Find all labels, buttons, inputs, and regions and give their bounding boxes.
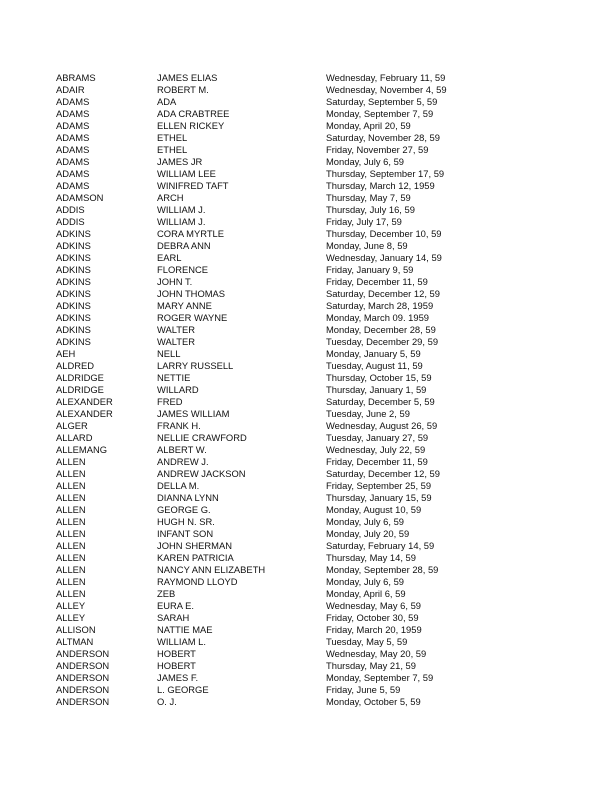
given-names: HUGH N. SR. — [157, 516, 215, 527]
last-name: ADDIS — [56, 216, 85, 227]
last-name: ALLEN — [56, 516, 86, 527]
record-date: Friday, September 25, 59 — [326, 480, 432, 491]
last-name: ADKINS — [56, 336, 91, 347]
last-name: ALLEY — [56, 612, 86, 623]
record-row — [56, 624, 576, 636]
record-date: Saturday, December 12, 59 — [326, 288, 440, 299]
last-name: ADKINS — [56, 252, 91, 263]
record-date: Thursday, October 15, 59 — [326, 372, 432, 383]
last-name: ANDERSON — [56, 684, 110, 695]
last-name: ADKINS — [56, 240, 91, 251]
record-row — [56, 120, 576, 132]
record-date: Wednesday, July 22, 59 — [326, 444, 426, 455]
given-names: JAMES ELIAS — [157, 72, 218, 83]
record-row — [56, 288, 576, 300]
last-name: ADAIR — [56, 84, 85, 95]
record-date: Monday, September 7, 59 — [326, 108, 434, 119]
record-date: Tuesday, May 5, 59 — [326, 636, 408, 647]
record-row — [56, 420, 576, 432]
record-date: Monday, August 10, 59 — [326, 504, 422, 515]
record-row — [56, 96, 576, 108]
record-row — [56, 180, 576, 192]
given-names: INFANT SON — [157, 528, 214, 539]
record-row — [56, 456, 576, 468]
record-date: Friday, March 20, 1959 — [326, 624, 422, 635]
record-date: Monday, September 28, 59 — [326, 564, 439, 575]
given-names: JAMES JR — [157, 156, 203, 167]
record-row — [56, 516, 576, 528]
record-row — [56, 72, 576, 84]
given-names: NANCY ANN ELIZABETH — [157, 564, 266, 575]
record-date: Wednesday, May 6, 59 — [326, 600, 422, 611]
given-names: FRANK H. — [157, 420, 201, 431]
record-list — [56, 72, 576, 708]
record-row — [56, 480, 576, 492]
given-names: ALBERT W. — [157, 444, 207, 455]
record-date: Friday, November 27, 59 — [326, 144, 429, 155]
last-name: ALLEN — [56, 480, 86, 491]
record-date: Saturday, February 14, 59 — [326, 540, 435, 551]
given-names: KAREN PATRICIA — [157, 552, 234, 563]
last-name: ALLEN — [56, 468, 86, 479]
given-names: MARY ANNE — [157, 300, 212, 311]
last-name: ANDERSON — [56, 660, 110, 671]
given-names: NETTIE — [157, 372, 191, 383]
record-date: Saturday, November 28, 59 — [326, 132, 440, 143]
last-name: ALLEN — [56, 564, 86, 575]
last-name: ADKINS — [56, 264, 91, 275]
record-date: Monday, July 6, 59 — [326, 576, 404, 587]
record-date: Saturday, December 5, 59 — [326, 396, 435, 407]
record-row — [56, 132, 576, 144]
given-names: ARCH — [157, 192, 184, 203]
record-date: Friday, December 11, 59 — [326, 456, 428, 467]
given-names: WALTER — [157, 324, 196, 335]
record-row — [56, 336, 576, 348]
record-row — [56, 204, 576, 216]
record-row — [56, 252, 576, 264]
record-row — [56, 384, 576, 396]
record-row — [56, 108, 576, 120]
record-row — [56, 648, 576, 660]
record-row — [56, 564, 576, 576]
record-date: Friday, December 11, 59 — [326, 276, 428, 287]
record-row — [56, 240, 576, 252]
last-name: ABRAMS — [56, 72, 96, 83]
record-date: Monday, July 6, 59 — [326, 156, 404, 167]
record-row — [56, 528, 576, 540]
record-date: Tuesday, December 29, 59 — [326, 336, 439, 347]
record-row — [56, 168, 576, 180]
record-date: Monday, January 5, 59 — [326, 348, 421, 359]
record-row — [56, 192, 576, 204]
given-names: ROBERT M. — [157, 84, 209, 95]
record-row — [56, 636, 576, 648]
record-date: Thursday, May 7, 59 — [326, 192, 411, 203]
record-row — [56, 588, 576, 600]
given-names: FRED — [157, 396, 183, 407]
record-row — [56, 84, 576, 96]
last-name: ALLEN — [56, 504, 86, 515]
record-date: Saturday, March 28, 1959 — [326, 300, 434, 311]
given-names: ADA CRABTREE — [157, 108, 230, 119]
record-date: Saturday, September 5, 59 — [326, 96, 438, 107]
record-date: Friday, July 17, 59 — [326, 216, 402, 227]
last-name: AEH — [56, 348, 76, 359]
record-row — [56, 600, 576, 612]
given-names: HOBERT — [157, 660, 196, 671]
given-names: CORA MYRTLE — [157, 228, 225, 239]
record-row — [56, 552, 576, 564]
record-date: Monday, July 20, 59 — [326, 528, 410, 539]
last-name: ALLEN — [56, 552, 86, 563]
last-name: ADAMS — [56, 96, 90, 107]
given-names: JAMES F. — [157, 672, 199, 683]
given-names: NELL — [157, 348, 181, 359]
record-date: Tuesday, June 2, 59 — [326, 408, 410, 419]
given-names: ANDREW J. — [157, 456, 209, 467]
record-date: Monday, October 5, 59 — [326, 696, 421, 707]
last-name: ALEXANDER — [56, 396, 113, 407]
given-names: O. J. — [157, 696, 177, 707]
last-name: ALDRIDGE — [56, 384, 104, 395]
record-row — [56, 696, 576, 708]
record-date: Friday, June 5, 59 — [326, 684, 401, 695]
record-row — [56, 228, 576, 240]
last-name: ADAMS — [56, 120, 90, 131]
last-name: ALDRIDGE — [56, 372, 104, 383]
record-row — [56, 348, 576, 360]
record-date: Thursday, December 10, 59 — [326, 228, 442, 239]
given-names: DIANNA LYNN — [157, 492, 219, 503]
record-row — [56, 144, 576, 156]
given-names: ANDREW JACKSON — [157, 468, 246, 479]
record-date: Tuesday, January 27, 59 — [326, 432, 429, 443]
record-row — [56, 264, 576, 276]
given-names: NATTIE MAE — [157, 624, 213, 635]
record-row — [56, 660, 576, 672]
given-names: DELLA M. — [157, 480, 200, 491]
last-name: ALLEN — [56, 576, 86, 587]
last-name: ANDERSON — [56, 696, 110, 707]
last-name: ADAMS — [56, 144, 90, 155]
record-row — [56, 540, 576, 552]
record-date: Wednesday, May 20, 59 — [326, 648, 427, 659]
last-name: ALEXANDER — [56, 408, 113, 419]
record-row — [56, 396, 576, 408]
last-name: ALLEN — [56, 492, 86, 503]
record-date: Wednesday, November 4, 59 — [326, 84, 447, 95]
record-row — [56, 324, 576, 336]
given-names: JOHN THOMAS — [157, 288, 226, 299]
given-names: ETHEL — [157, 132, 188, 143]
given-names: L. GEORGE — [157, 684, 209, 695]
record-date: Thursday, May 14, 59 — [326, 552, 416, 563]
given-names: ADA — [157, 96, 177, 107]
record-date: Saturday, December 12, 59 — [326, 468, 440, 479]
given-names: EURA E. — [157, 600, 194, 611]
record-date: Wednesday, January 14, 59 — [326, 252, 442, 263]
given-names: FLORENCE — [157, 264, 209, 275]
record-row — [56, 492, 576, 504]
given-names: GEORGE G. — [157, 504, 211, 515]
record-date: Thursday, September 17, 59 — [326, 168, 445, 179]
last-name: ALDRED — [56, 360, 95, 371]
record-row — [56, 468, 576, 480]
last-name: ALLARD — [56, 432, 93, 443]
last-name: ADAMS — [56, 156, 90, 167]
record-row — [56, 576, 576, 588]
given-names: DEBRA ANN — [157, 240, 211, 251]
last-name: ALLISON — [56, 624, 96, 635]
record-date: Thursday, January 1, 59 — [326, 384, 427, 395]
record-date: Wednesday, August 26, 59 — [326, 420, 438, 431]
last-name: ALLEN — [56, 456, 86, 467]
last-name: ALLEY — [56, 600, 86, 611]
record-date: Monday, July 6, 59 — [326, 516, 404, 527]
given-names: WALTER — [157, 336, 196, 347]
record-date: Monday, December 28, 59 — [326, 324, 436, 335]
given-names: JAMES WILLIAM — [157, 408, 230, 419]
record-date: Wednesday, February 11, 59 — [326, 72, 446, 83]
given-names: WILLIAM J. — [157, 204, 206, 215]
record-row — [56, 156, 576, 168]
record-date: Monday, April 20, 59 — [326, 120, 411, 131]
record-date: Thursday, May 21, 59 — [326, 660, 416, 671]
record-row — [56, 684, 576, 696]
last-name: ALLEN — [56, 528, 86, 539]
record-date: Friday, January 9, 59 — [326, 264, 414, 275]
record-date: Friday, October 30, 59 — [326, 612, 419, 623]
record-row — [56, 372, 576, 384]
last-name: ADKINS — [56, 228, 91, 239]
given-names: JOHN T. — [157, 276, 193, 287]
given-names: WILLIAM LEE — [157, 168, 216, 179]
last-name: ANDERSON — [56, 648, 110, 659]
record-row — [56, 360, 576, 372]
given-names: ETHEL — [157, 144, 188, 155]
given-names: ELLEN RICKEY — [157, 120, 225, 131]
given-names: EARL — [157, 252, 182, 263]
last-name: ALTMAN — [56, 636, 94, 647]
record-date: Thursday, January 15, 59 — [326, 492, 432, 503]
last-name: ADKINS — [56, 300, 91, 311]
given-names: HOBERT — [157, 648, 196, 659]
given-names: NELLIE CRAWFORD — [157, 432, 247, 443]
last-name: ALLEN — [56, 588, 86, 599]
last-name: ADAMS — [56, 132, 90, 143]
record-date: Monday, April 6, 59 — [326, 588, 406, 599]
record-date: Monday, June 8, 59 — [326, 240, 408, 251]
last-name: ADDIS — [56, 204, 85, 215]
record-row — [56, 504, 576, 516]
record-row — [56, 612, 576, 624]
last-name: ALLEMANG — [56, 444, 108, 455]
last-name: ADKINS — [56, 312, 91, 323]
given-names: LARRY RUSSELL — [157, 360, 234, 371]
given-names: SARAH — [157, 612, 190, 623]
record-row — [56, 216, 576, 228]
given-names: WILLARD — [157, 384, 199, 395]
record-date: Thursday, March 12, 1959 — [326, 180, 435, 191]
last-name: ADAMS — [56, 108, 90, 119]
given-names: WINIFRED TAFT — [157, 180, 229, 191]
record-row — [56, 312, 576, 324]
record-row — [56, 300, 576, 312]
last-name: ALGER — [56, 420, 88, 431]
record-row — [56, 276, 576, 288]
given-names: ZEB — [157, 588, 176, 599]
record-row — [56, 408, 576, 420]
record-date: Monday, September 7, 59 — [326, 672, 434, 683]
last-name: ALLEN — [56, 540, 86, 551]
given-names: JOHN SHERMAN — [157, 540, 233, 551]
record-date: Tuesday, August 11, 59 — [326, 360, 423, 371]
last-name: ADAMS — [56, 180, 90, 191]
record-date: Monday, March 09. 1959 — [326, 312, 430, 323]
last-name: ADAMSON — [56, 192, 104, 203]
record-row — [56, 432, 576, 444]
last-name: ADKINS — [56, 288, 91, 299]
given-names: RAYMOND LLOYD — [157, 576, 238, 587]
record-row — [56, 672, 576, 684]
given-names: WILLIAM L. — [157, 636, 206, 647]
given-names: ROGER WAYNE — [157, 312, 228, 323]
last-name: ADAMS — [56, 168, 90, 179]
last-name: ADKINS — [56, 276, 91, 287]
last-name: ANDERSON — [56, 672, 110, 683]
given-names: WILLIAM J. — [157, 216, 206, 227]
record-row — [56, 444, 576, 456]
record-date: Thursday, July 16, 59 — [326, 204, 415, 215]
last-name: ADKINS — [56, 324, 91, 335]
